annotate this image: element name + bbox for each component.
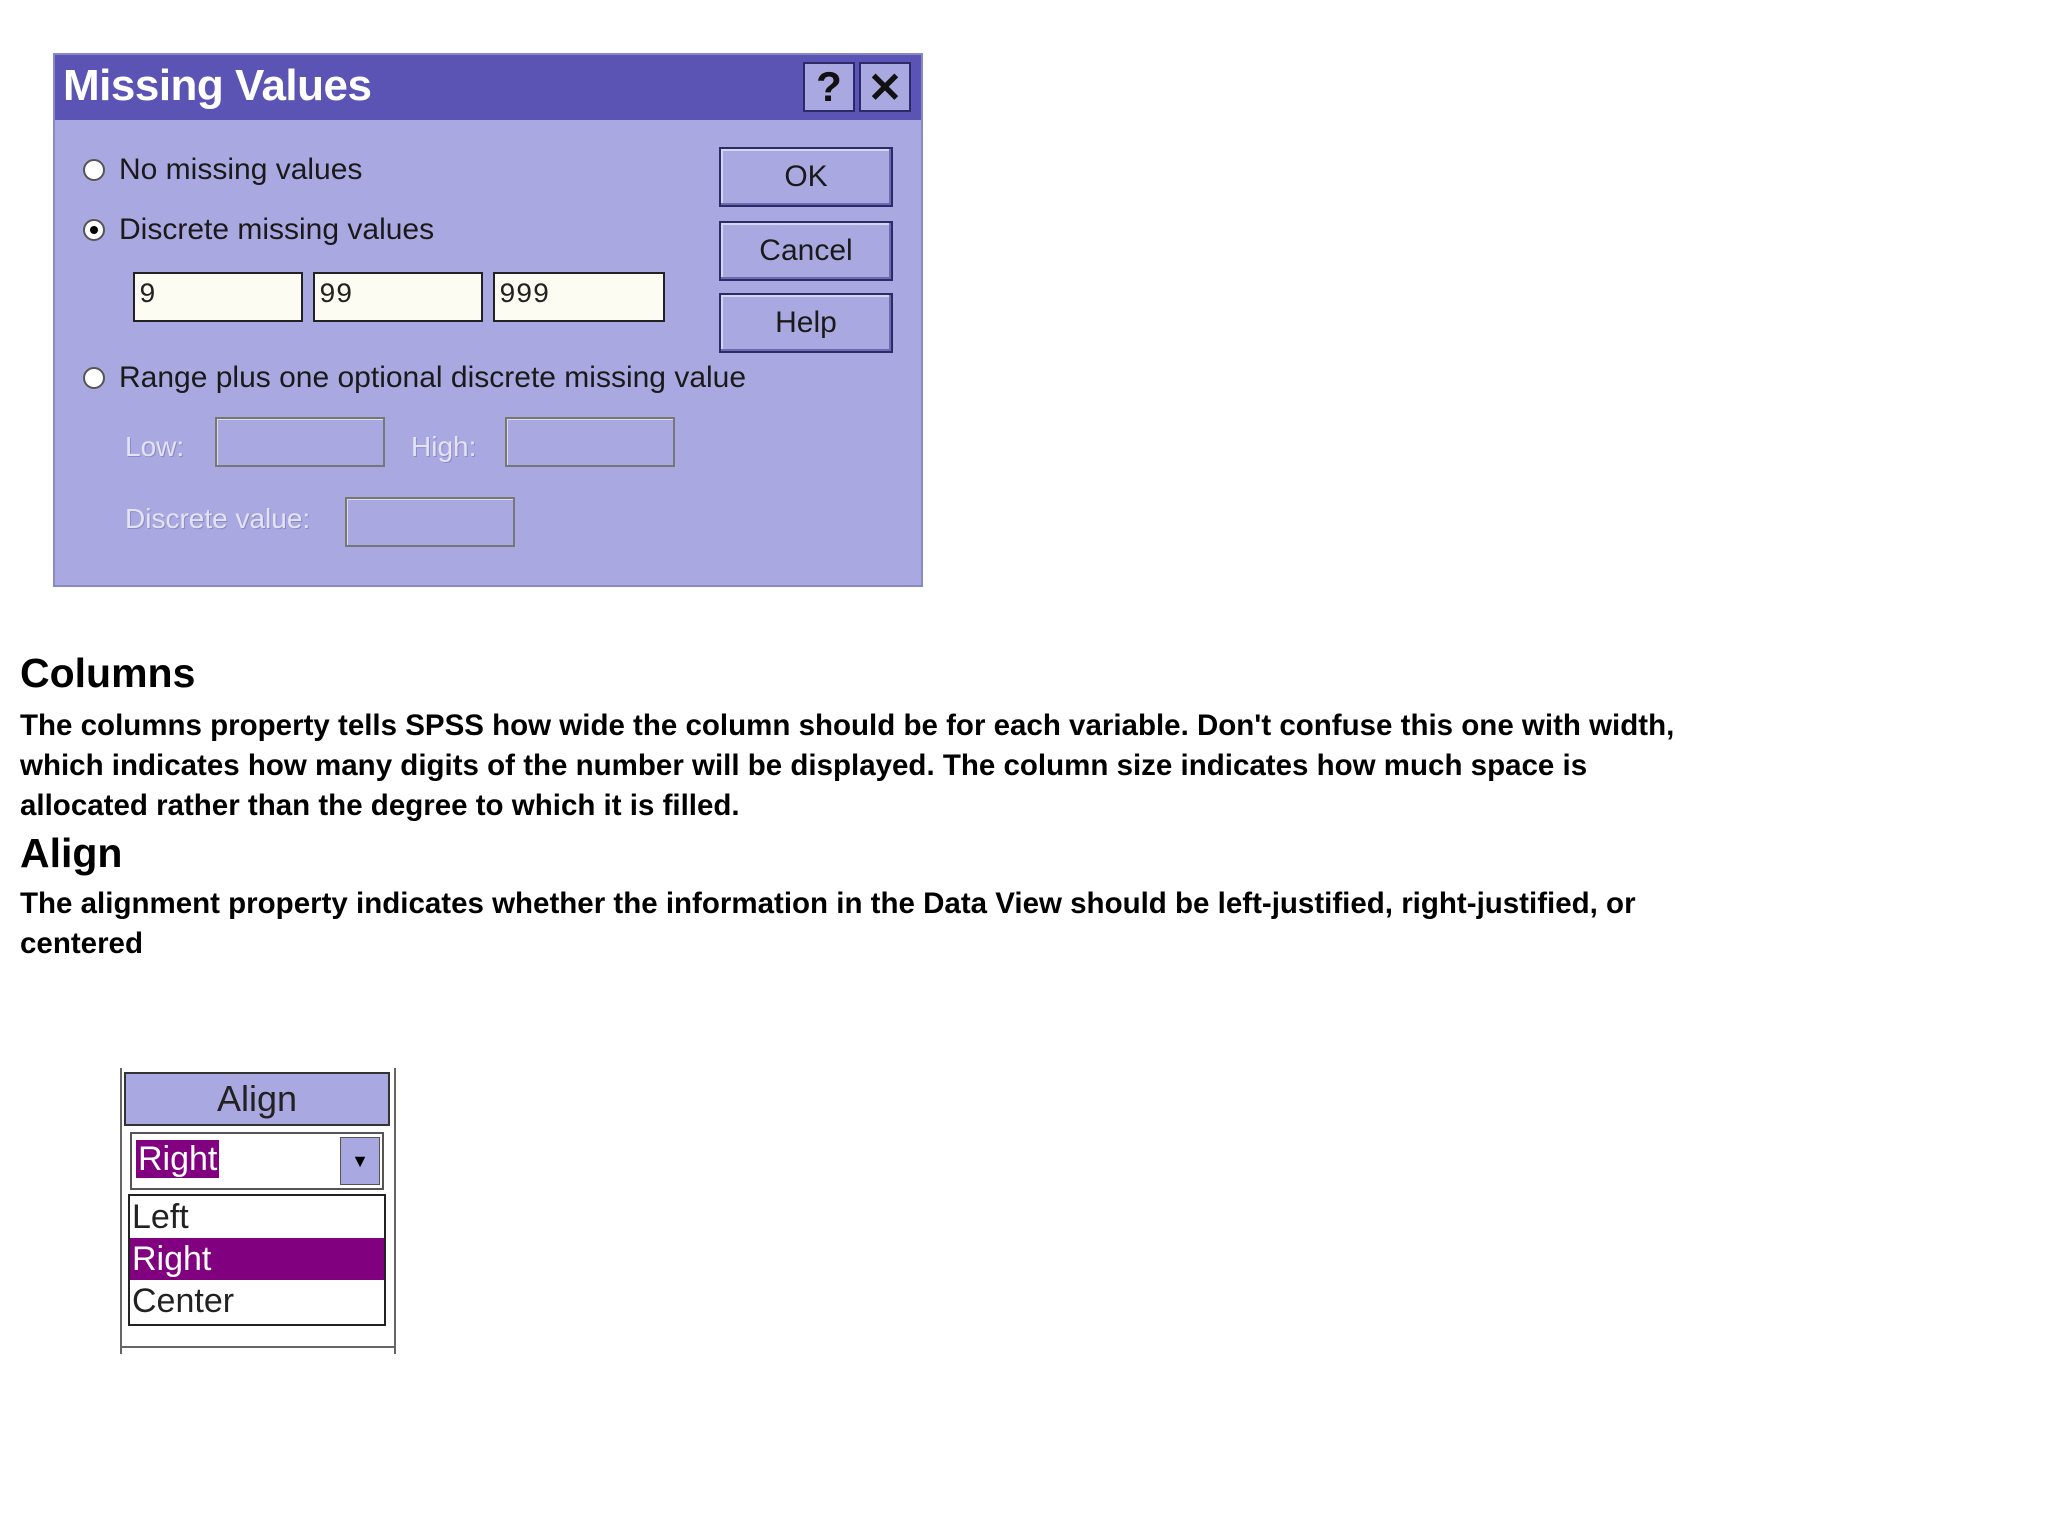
align-options-list [128,1194,386,1326]
discrete-value-field-3[interactable]: 999 [493,272,665,322]
high-label: High: [411,431,477,462]
grid-line [394,1068,396,1354]
grid-line [120,1068,122,1354]
missing-values-dialog [53,53,923,587]
dropdown-arrow-button[interactable] [340,1137,380,1185]
align-option-center[interactable]: Center [132,1282,235,1320]
chevron-down-icon: ▼ [351,1150,369,1171]
radio-label-discrete: Discrete missing values [119,213,435,246]
close-icon: ✕ [867,63,903,111]
dialog-titlebar [55,55,921,120]
radio-label-no-missing: No missing values [119,153,363,186]
align-current-value: Right [138,1140,218,1178]
discrete-value-field [345,497,515,547]
radio-no-missing-values[interactable] [83,153,362,187]
help-title-button[interactable] [803,62,855,112]
close-button[interactable] [859,62,911,112]
discrete-value-field-2[interactable]: 99 [313,272,483,322]
radio-label-range: Range plus one optional discrete missing value [119,361,747,394]
help-button[interactable]: Help [719,293,893,353]
align-option-right[interactable]: Right [130,1238,384,1280]
discrete-value-field-1[interactable]: 9 [133,272,303,322]
discrete-value-label: Discrete value: [125,503,311,534]
align-column-header[interactable]: Align [124,1072,390,1126]
align-option-left[interactable]: Left [132,1198,189,1236]
section-heading-columns: Columns [20,650,196,696]
question-mark-icon: ? [816,63,842,110]
ok-button[interactable]: OK [719,147,893,207]
radio-button-checked-icon[interactable] [83,219,105,241]
align-dropdown[interactable] [130,1132,384,1190]
radio-button-icon[interactable] [83,159,105,181]
align-column-widget [120,1068,400,1354]
radio-range-plus-discrete[interactable] [83,361,746,395]
section-text-columns: The columns property tells SPSS how wide the column should be for each variable. Don't confuse this one with width, which indicates how many digits of the number will be displayed. The column size indicates how much space is allocated rather than the degree to which it is filled. [20,709,1675,822]
section-heading-align: Align [20,830,123,876]
low-field [215,417,385,467]
radio-button-icon[interactable] [83,367,105,389]
grid-line [120,1346,396,1348]
high-field [505,417,675,467]
low-label: Low: [125,431,185,462]
dialog-title: Missing Values [63,61,372,110]
radio-discrete-missing-values[interactable] [83,213,434,247]
section-text-align: The alignment property indicates whether the information in the Data View should be left-justified, right-justified, or centered [20,887,1636,960]
cancel-button[interactable]: Cancel [719,221,893,281]
